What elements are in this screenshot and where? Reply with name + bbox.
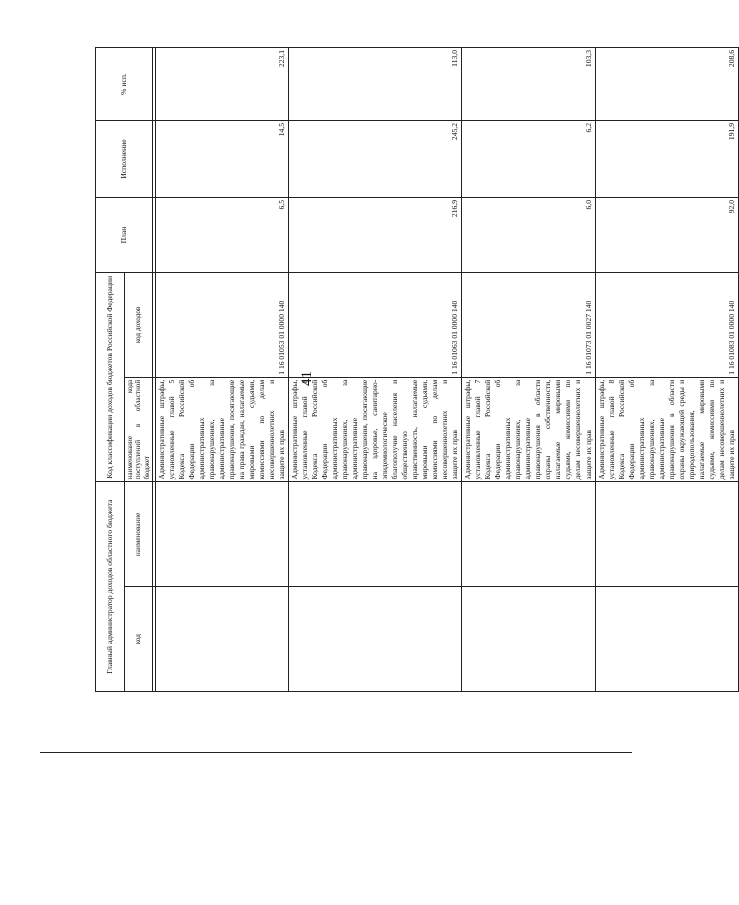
row-name <box>289 482 462 587</box>
row-kod <box>595 587 738 692</box>
subheader-name-kod: наименование кода поступлений в областной бюджет <box>125 377 153 482</box>
row-kod-dohodov: 1 16 01063 01 0000 140 <box>289 273 462 378</box>
row-name <box>595 482 738 587</box>
header-ispolnenie: Исполнение <box>96 121 153 198</box>
rotated-table-container <box>95 47 736 692</box>
row-description: Административные штрафы, установленные главой 8 Кодекса Российской Федерации об административных правонарушениях, за административные правонарушения в области охраны окружающей среды и природопользования, налагаемые мировыми судьями, комиссиями по делам несовершеннолетних и защите их прав <box>595 377 738 482</box>
revenue-table <box>95 47 739 692</box>
row-description: Административные штрафы, установленные главой 7 Кодекса Российской Федерации об административных правонарушениях, за административные правонарушения в области охраны собственности, налагаемые мировыми судьями, комиссиями по делам несовершеннолетних и защите их прав <box>462 377 595 482</box>
row-name <box>155 482 288 587</box>
header-admin-group: Главный администратор доходов областного бюджета <box>96 482 125 692</box>
row-plan: 216,9 <box>289 198 462 273</box>
row-kod-dohodov: 1 16 01053 01 0000 140 <box>155 273 288 378</box>
subheader-name: наименование <box>125 482 153 587</box>
page-divider <box>40 752 632 753</box>
subheader-kod-dohodov: код доходов <box>125 273 153 378</box>
table-row <box>155 48 288 692</box>
row-pct: 113,0 <box>289 48 462 121</box>
header-classif-group: Код классификации доходов бюджетов Российской Федерации <box>96 273 125 483</box>
header-plan: План <box>96 198 153 273</box>
row-description: Административные штрафы, установленные главой 6 Кодекса Российской Федерации об административных правонарушениях, за административные правонарушения, посягающие на здоровье, санитарно-эпидемиологическое благополучие населения и общественную нравственность, налагаемые мировыми судьями, комиссиями по делам несовершеннолетних и защите их прав <box>289 377 462 482</box>
row-ispolnenie: 6,2 <box>462 121 595 198</box>
row-name <box>462 482 595 587</box>
table-row <box>289 48 462 692</box>
row-ispolnenie: 14,5 <box>155 121 288 198</box>
row-description: Административные штрафы, установленные главой 5 Кодекса Российской Федерации об административных правонарушениях, за административные правонарушения, посягающие на права граждан, налагаемые мировыми судьями, комиссиями по делам несовершеннолетних и защите их прав <box>155 377 288 482</box>
row-pct: 223,1 <box>155 48 288 121</box>
row-pct: 208,6 <box>595 48 738 121</box>
header-pct: % исп. <box>96 48 153 121</box>
table-row <box>462 48 595 692</box>
row-kod <box>462 587 595 692</box>
row-pct: 103,3 <box>462 48 595 121</box>
row-kod-dohodov: 1 16 01083 01 0000 140 <box>595 273 738 378</box>
row-kod-dohodov: 1 16 01073 01 0027 140 <box>462 273 595 378</box>
page-number: 41 <box>299 371 315 386</box>
row-kod <box>155 587 288 692</box>
subheader-kod: код <box>125 587 153 692</box>
row-ispolnenie: 191,9 <box>595 121 738 198</box>
row-plan: 6,0 <box>462 198 595 273</box>
row-ispolnenie: 245,2 <box>289 121 462 198</box>
table-row <box>595 48 738 692</box>
row-plan: 6,5 <box>155 198 288 273</box>
row-kod <box>289 587 462 692</box>
row-plan: 92,0 <box>595 198 738 273</box>
